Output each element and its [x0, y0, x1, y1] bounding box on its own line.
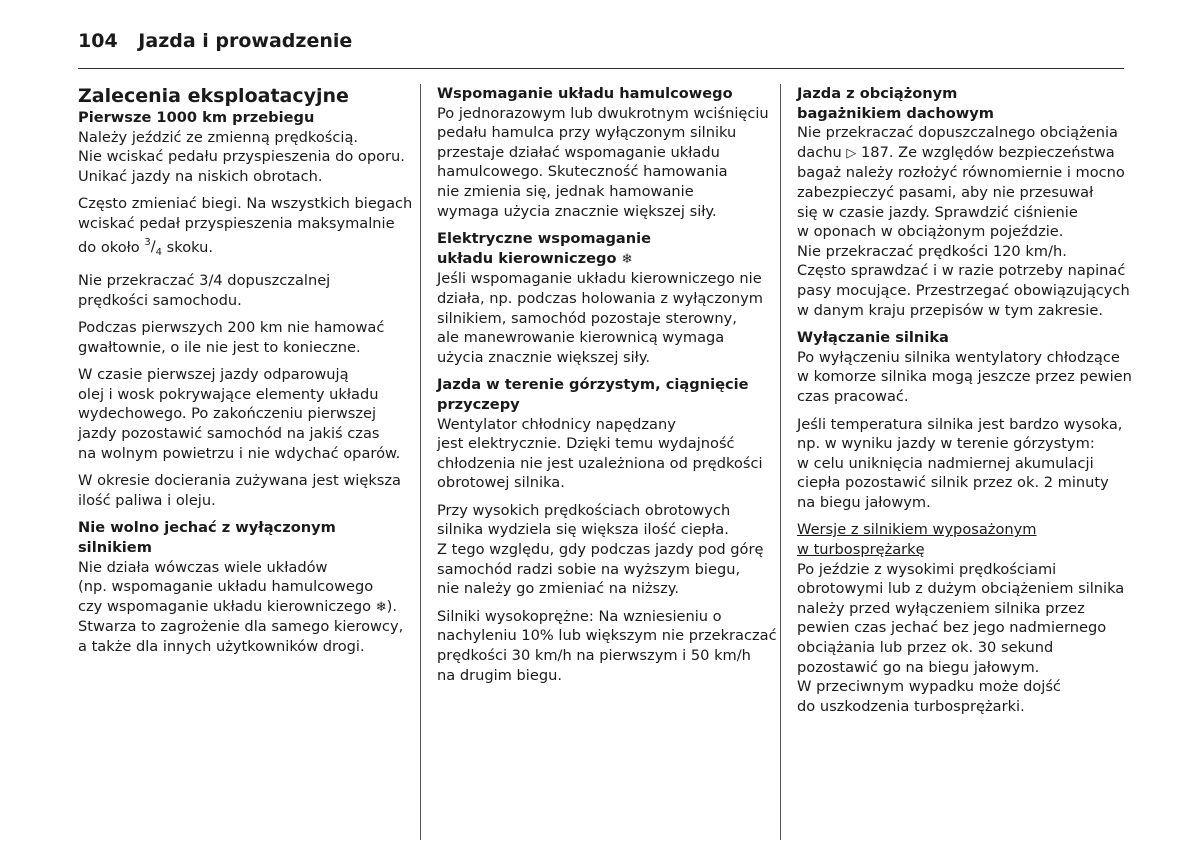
paragraph — [78, 128, 408, 187]
fraction-slash: / — [150, 238, 156, 256]
mountain-driving-heading — [437, 375, 767, 414]
text-line: silnikiem, samochód pozostaje sterowny, — [437, 309, 737, 327]
text-line: Elektryczne wspomaganie — [437, 230, 652, 248]
text-line: wydechowego. Po zakończeniu pierwszej — [78, 405, 377, 423]
paragraph — [437, 501, 767, 599]
paragraph — [78, 558, 408, 657]
text-line: na drugim biegu. — [437, 666, 562, 684]
text-line: Po jednorazowym lub dwukrotnym wciśnięciu — [437, 104, 769, 122]
paragraph — [78, 365, 408, 463]
text-line: Przy wysokich prędkościach obrotowych — [437, 501, 731, 519]
text-line: pozostawić go na biegu jałowym. — [797, 658, 1040, 676]
text-line: Często zmieniać biegi. Na wszystkich biegach — [78, 195, 413, 213]
text-line: np. w wyniku jazdy w terenie górzystym: — [797, 435, 1095, 453]
column-1 — [78, 84, 413, 665]
text-line: Stwarza to zagrożenie dla samego kierowcy, — [78, 618, 404, 636]
header-rule — [78, 68, 1124, 69]
paragraph — [437, 415, 767, 493]
paragraph — [437, 104, 767, 222]
text-line: Należy jeździć ze zmienną prędkością. — [78, 128, 359, 146]
first-km-heading: Pierwsze 1000 km przebiegu — [78, 109, 315, 126]
paragraph — [437, 269, 767, 367]
text-line: Silniki wysokoprężne: Na wzniesieniu o — [437, 607, 722, 625]
text-line: wymaga użycia znacznie większej siły. — [437, 202, 717, 220]
text-line: Nie działa wówczas wiele układów — [78, 558, 328, 576]
page-reference-icon: ▷ — [846, 145, 857, 161]
text-line: czas pracować. — [797, 387, 909, 405]
text-line: obrotowej silnika. — [437, 474, 565, 492]
text-line: działa, np. podczas holowania z wyłączonym — [437, 289, 764, 307]
text-line: W okresie docierania zużywana jest większa — [78, 472, 402, 490]
paragraph — [78, 318, 408, 357]
text-line: ciepła pozostawić silnik przez ok. 2 minuty — [797, 474, 1109, 492]
text-line: samochód radzi sobie na wyższym biegu, — [437, 560, 741, 578]
page-number: 104 — [78, 30, 118, 52]
text-line: Jazda z obciążonym — [797, 85, 958, 102]
paragraph — [437, 607, 777, 685]
text-line: Podczas pierwszych 200 km nie hamować — [78, 319, 385, 337]
page-title: Jazda i prowadzenie — [138, 30, 353, 52]
page-header — [78, 30, 352, 52]
text-line: Jeśli wspomaganie układu kierowniczego nie — [437, 270, 762, 288]
roof-rack-heading — [797, 84, 1127, 123]
text-line: bagażnikiem dachowym — [797, 104, 994, 122]
fraction-numerator: 3 — [144, 237, 151, 249]
text-line: użycia znacznie większej siły. — [437, 348, 651, 366]
text-line — [78, 234, 408, 263]
text-line: zabezpieczyć pasami, aby nie przesuwał — [797, 183, 1094, 201]
text-line: Nie przekraczać prędkości 120 km/h. — [797, 242, 1067, 260]
engine-shutdown-heading: Wyłączanie silnika — [797, 329, 949, 347]
text-line: a także dla innych użytkowników drogi. — [78, 638, 365, 656]
text-line: bagaż należy rozłożyć równomiernie i mocno — [797, 164, 1125, 182]
paragraph — [78, 271, 408, 310]
text-fragment: układu kierowniczego — [437, 249, 622, 267]
text-line: przestaje działać wspomaganie układu — [437, 143, 720, 161]
text-line: nie zmienia się, jednak hamowanie — [437, 182, 694, 200]
paragraph — [797, 560, 1127, 717]
text-line: silnika wydziela się większa ilość ciepła. — [437, 521, 729, 539]
text-line: do uszkodzenia turbosprężarki. — [797, 697, 1025, 715]
text-line: Często sprawdzać i w razie potrzeby napinać — [797, 262, 1126, 280]
section-title: Zalecenia eksploatacyjne — [78, 85, 349, 107]
text-line: ale manewrowanie kierownicą wymaga — [437, 329, 725, 347]
text-line: w oponach w obciążonym pojeździe. — [797, 223, 1064, 241]
text-line: Unikać jazdy na niskich obrotach. — [78, 167, 323, 185]
text-line: chłodzenia nie jest uzależniona od prędkości — [437, 454, 763, 472]
text-line: (np. wspomaganie układu hamulcowego — [78, 578, 374, 596]
text-line: w turbosprężarkę — [797, 541, 925, 559]
column-divider-1 — [420, 84, 421, 840]
text-line: należy przed wyłączeniem silnika przez — [797, 599, 1085, 617]
paragraph — [78, 194, 413, 263]
steering-assist-heading — [437, 229, 767, 269]
text-line: nachyleniu 10% lub większym nie przekraczać — [437, 627, 777, 645]
text-fragment: dachu — [797, 143, 847, 161]
text-line: się w czasie jazdy. Sprawdzić ciśnienie — [797, 203, 1078, 221]
text-line: jazdy pozostawić samochód na jakiś czas — [78, 425, 380, 443]
paragraph — [797, 123, 1130, 320]
text-line: Wersje z silnikiem wyposażonym — [797, 521, 1037, 539]
paragraph — [78, 471, 408, 510]
text-line — [797, 143, 1127, 164]
text-line: Nie przekraczać dopuszczalnego obciążenia — [797, 124, 1118, 142]
text-line: w komorze silnika mogą jeszcze przez pewien — [797, 368, 1132, 386]
text-line — [437, 249, 767, 270]
text-line: Po jeździe z wysokimi prędkościami — [797, 560, 1057, 578]
text-line: Z tego względu, gdy podczas jazdy pod górę — [437, 541, 764, 559]
turbo-heading — [797, 520, 1127, 559]
text-line: pewien czas jechać bez jego nadmiernego — [797, 619, 1107, 637]
text-line: Po wyłączeniu silnika wentylatory chłodzące — [797, 348, 1120, 366]
power-steering-icon: ❄ — [621, 251, 633, 267]
paragraph — [797, 415, 1127, 513]
text-line: prędkości 30 km/h na pierwszym i 50 km/h — [437, 647, 751, 665]
text-line: nie należy go zmieniać na niższy. — [437, 580, 679, 598]
fraction — [144, 237, 163, 259]
column-divider-2 — [780, 84, 781, 840]
column-2 — [437, 84, 777, 693]
text-line: ilość paliwa i oleju. — [78, 491, 216, 509]
text-line: obciążania lub przez ok. 30 sekund — [797, 639, 1054, 657]
text-fragment: skoku. — [162, 238, 214, 256]
text-line: W przeciwnym wypadku może dojść — [797, 678, 1061, 696]
text-line: jest elektrycznie. Dzięki temu wydajność — [437, 435, 735, 453]
text-line: Jeśli temperatura silnika jest bardzo wysoka, — [797, 415, 1123, 433]
text-line: obrotowymi lub z dużym obciążeniem silnika — [797, 580, 1125, 598]
text-line: na wolnym powietrzu i nie wdychać oparów. — [78, 444, 401, 462]
text-line: olej i wosk pokrywające elementy układu — [78, 385, 379, 403]
text-line: W czasie pierwszej jazdy odparowują — [78, 366, 349, 384]
text-line — [78, 597, 408, 618]
text-line: w danym kraju przepisów w tym zakresie. — [797, 301, 1103, 319]
text-fragment: ). — [386, 597, 397, 615]
text-fragment: 187. Ze względów bezpieczeństwa — [856, 143, 1115, 161]
text-line: Jazda w terenie górzystym, ciągnięcie — [437, 376, 749, 394]
brake-assist-heading: Wspomaganie układu hamulcowego — [437, 85, 733, 102]
text-line: Nie wciskać pedału przyspieszenia do oporu. — [78, 148, 405, 166]
text-line: Wentylator chłodnicy napędzany — [437, 415, 676, 433]
text-fragment: czy wspomaganie układu kierowniczego — [78, 597, 376, 615]
paragraph — [797, 348, 1132, 407]
column-3 — [797, 84, 1132, 724]
text-line: pedału hamulca przy wyłączonym silniku — [437, 124, 737, 142]
text-line: prędkości samochodu. — [78, 291, 242, 309]
text-line: wciskać pedał przyspieszenia maksymalnie — [78, 214, 395, 232]
text-line: w celu uniknięcia nadmiernej akumulacji — [797, 454, 1094, 472]
text-line: hamulcowego. Skuteczność hamowania — [437, 163, 728, 181]
text-fragment: do około — [78, 238, 145, 256]
text-line: pasy mocujące. Przestrzegać obowiązujących — [797, 281, 1130, 299]
text-line: Nie przekraczać 3/4 dopuszczalnej — [78, 271, 331, 289]
fraction-denominator: 4 — [155, 247, 163, 259]
engine-off-heading: Nie wolno jechać z wyłączonym silnikiem — [78, 519, 336, 557]
text-line: na biegu jałowym. — [797, 493, 931, 511]
text-line: przyczepy — [437, 395, 520, 413]
text-line: gwałtownie, o ile nie jest to konieczne. — [78, 338, 361, 356]
power-steering-icon: ❄ — [375, 599, 387, 615]
